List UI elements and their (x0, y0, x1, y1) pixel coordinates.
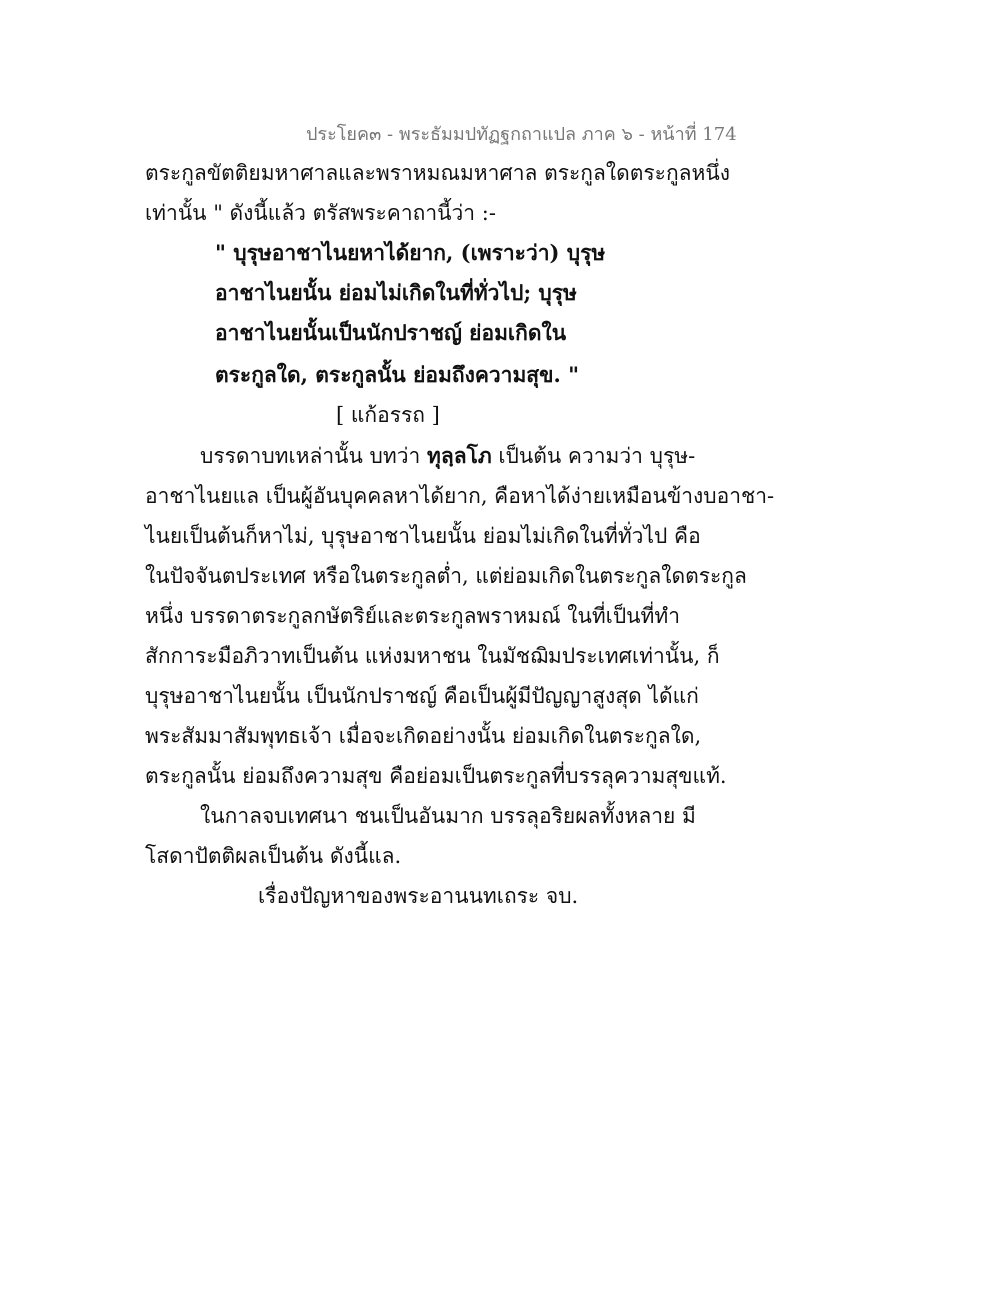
explanation-before-term: บรรดาบทเหล่านั้น บทว่า (200, 444, 427, 468)
conclusion-line-1: ในกาลจบเทศนา ชนเป็นอันมาก บรรลุอริยผลทั้งหลาย มี (200, 804, 696, 828)
intro-line-1: ตระกูลขัตติยมหาศาลและพราหมณมหาศาล ตระกูลใดตระกูลหนึ่ง (145, 161, 730, 185)
explanation-line-1 (200, 441, 695, 471)
explanation-line-7: บุรุษอาชาไนยนั้น เป็นนักปราชญ์ คือเป็นผู้มีปัญญาสูงสุด ได้แก่ (145, 684, 699, 708)
explanation-line-8: พระสัมมาสัมพุทธเจ้า เมื่อจะเกิดอย่างนั้น ย่อมเกิดในตระกูลใด, (145, 724, 702, 748)
verse-line-4: ตระกูลใด, ตระกูลนั้น ย่อมถึงความสุข. " (215, 362, 580, 387)
page-header: ประโยค๓ - พระธัมมปทัฏฐกถาแปล ภาค ๖ - หน้าที่ 174 (306, 124, 737, 145)
pali-term: ทุลฺลโภ (427, 443, 492, 468)
verse-line-1: " บุรุษอาชาไนยหาได้ยาก, (เพราะว่า) บุรุษ (215, 240, 606, 265)
intro-line-2: เท่านั้น " ดังนี้แล้ว ตรัสพระคาถานี้ว่า :- (145, 201, 496, 225)
explanation-line-3: ไนยเป็นต้นก็หาไม่, บุรุษอาชาไนยนั้น ย่อมไม่เกิดในที่ทั่วไป คือ (145, 524, 701, 548)
explanation-after-term: เป็นต้น ความว่า บุรุษ- (491, 444, 696, 468)
explanation-line-2: อาชาไนยแล เป็นผู้อันบุคคลหาได้ยาก, คือหาได้ง่ายเหมือนข้างบอาชา- (145, 484, 775, 508)
verse-line-3: อาชาไนยนั้นเป็นนักปราชญ์ ย่อมเกิดใน (215, 320, 567, 345)
verse-line-2: อาชาไนยนั้น ย่อมไม่เกิดในที่ทั่วไป; บุรุษ (215, 280, 577, 305)
explanation-line-6: สักการะมือภิวาทเป็นต้น แห่งมหาชน ในมัชฌิมประเทศเท่านั้น, ก็ (145, 644, 720, 668)
gloss-heading: [ แก้อรรถ ] (336, 403, 440, 427)
story-closing: เรื่องปัญหาของพระอานนทเถระ จบ. (258, 884, 579, 908)
explanation-line-4: ในปัจจันตประเทศ หรือในตระกูลต่ำ, แต่ย่อมเกิดในตระกูลใดตระกูล (145, 564, 747, 588)
conclusion-line-2: โสดาปัตติผลเป็นต้น ดังนี้แล. (145, 844, 402, 868)
explanation-line-5: หนึ่ง บรรดาตระกูลกษัตริย์และตระกูลพราหมณ์ ในที่เป็นที่ทำ (145, 604, 681, 628)
explanation-line-9: ตระกูลนั้น ย่อมถึงความสุข คือย่อมเป็นตระกูลที่บรรลุความสุขแท้. (145, 764, 727, 788)
